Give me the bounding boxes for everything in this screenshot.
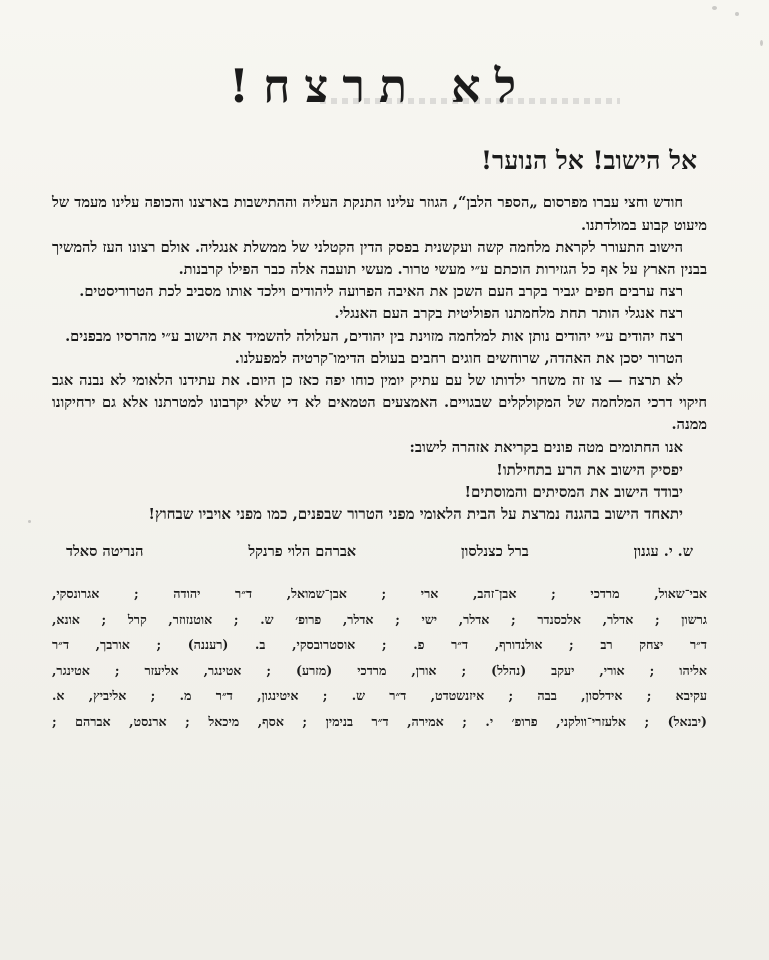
callout-line: יפסיק הישוב את הרע בתחילתו!: [496, 460, 683, 479]
signatory: ש. י. עגנון: [633, 543, 693, 561]
signatory-line: (יבנאל) ; אלעזרי־וולקני, פרופ׳ י. ; אמירה, ד״ר בנימין ; אסף, מיכאל ; ארנסט, אברהם ;: [52, 713, 707, 729]
signatory-line: אליהו ; אורי, יעקב (נהלל) ; אורן, מרדכי (מזרע) ; אטינגר, אליעזר ; אטינגר,: [52, 662, 707, 678]
signatory-line: אבי־שאול, מרדכי ; אבן־זהב, ארי ; אבן־שמואל, ד״ר יהודה ; אגרונסקי,: [52, 586, 707, 602]
paragraph: הטרור יסכן את האהדה, שרוחשים חוגים רחבים בעולם הדימו־קרטיה למפעלנו.: [234, 349, 683, 367]
lo-tirzach-paragraph: [52, 370, 707, 437]
callout-line: יבודד הישוב את המסיתים והמוסתים!: [464, 482, 683, 501]
paragraph: חודש וחצי עברו מפרסום „הספר הלבן“, הגוזר עלינו התנקת העליה וההתישבות בארצנו והכופה עלינו מעמד של מיעוט קבוע במולדתנו.: [52, 194, 707, 234]
callouts: [52, 459, 707, 526]
lo-tirzach-text: — צו זה משחר ילדותו של עם עתיק יומין כוחו יפה כאז כן היום. את עתידנו הלאומי לא נבנה אגב חיקוי דרכי המלחמה של המקולקלים שבגויים. האמצעים הטמאים לא די שלא יקרבונו למטרתנו אלא גם ירחיקונו ממנה.: [52, 371, 707, 434]
paragraph: רצח אנגלי הותר תחת מלחמתנו הפוליטית בקרב העם האנגלי.: [334, 305, 683, 323]
subtitle: אל הישוב! אל הנוער!: [481, 146, 697, 176]
main-signatories: [66, 543, 693, 561]
paragraph: רצח ערבים חפים יגביר בקרב העם השכן את האיבה הפרועה ליהודים וילכד אותו מסביב לכת הטרוריסטים.: [79, 283, 683, 301]
appeal-intro: אנו החתומים מטה פונים בקריאת אזהרה לישוב:: [409, 438, 683, 456]
signatory-line: עקיבא ; אידלסון, בבה ; איזנשטדט, ד״ר ש. ; איטינגון, ד״ר מ. ; אליביץ, א.: [52, 688, 707, 704]
signatory-line: גרשון ; אדלר, אלכסנדר ; אדלר, ישי ; אדלר, פרופ׳ ש. ; אוטנזוזר, קרל ; אונא,: [52, 611, 707, 627]
signatory-list: [52, 581, 707, 734]
signatory-line: ד״ר יצחק רב ; אולנדורף, ד״ר פ. ; אוסטרובסקי, ב. (רעננה) ; אורבך, ד״ר: [52, 637, 707, 653]
signatory: ברל כצנלסון: [460, 543, 529, 561]
callout-line: יתאחד הישוב בהגנה נמרצת על הבית הלאומי מפני הטרור שבפנים, כמו מפני אויביו שבחוץ!: [148, 505, 683, 524]
signatory: הנריטה סאלד: [66, 543, 144, 561]
document-body: [52, 59, 707, 734]
page-title: לא תרצח!: [228, 59, 531, 113]
paragraph: הישוב התעורר לקראת מלחמה קשה ועקשנית בפסק הדין הקטלני של ממשלת אנגליה. אולם רצונו העז להמשיך בבנין הארץ על אף כל הגזירות הוכתם ע״י מעשי טרור. מעשי תועבה אלה כבר הפילו קרבנות.: [52, 238, 707, 278]
paragraph: רצח יהודים ע״י יהודים נותן אות למלחמה מזוינת בין יהודים, העלולה להשמיד את הישוב ע״י מהרסיו מבפנים.: [65, 327, 683, 345]
lo-tirzach-lead: לא תרצח: [628, 371, 683, 389]
signatory: אברהם הלוי פרנקל: [248, 543, 357, 561]
